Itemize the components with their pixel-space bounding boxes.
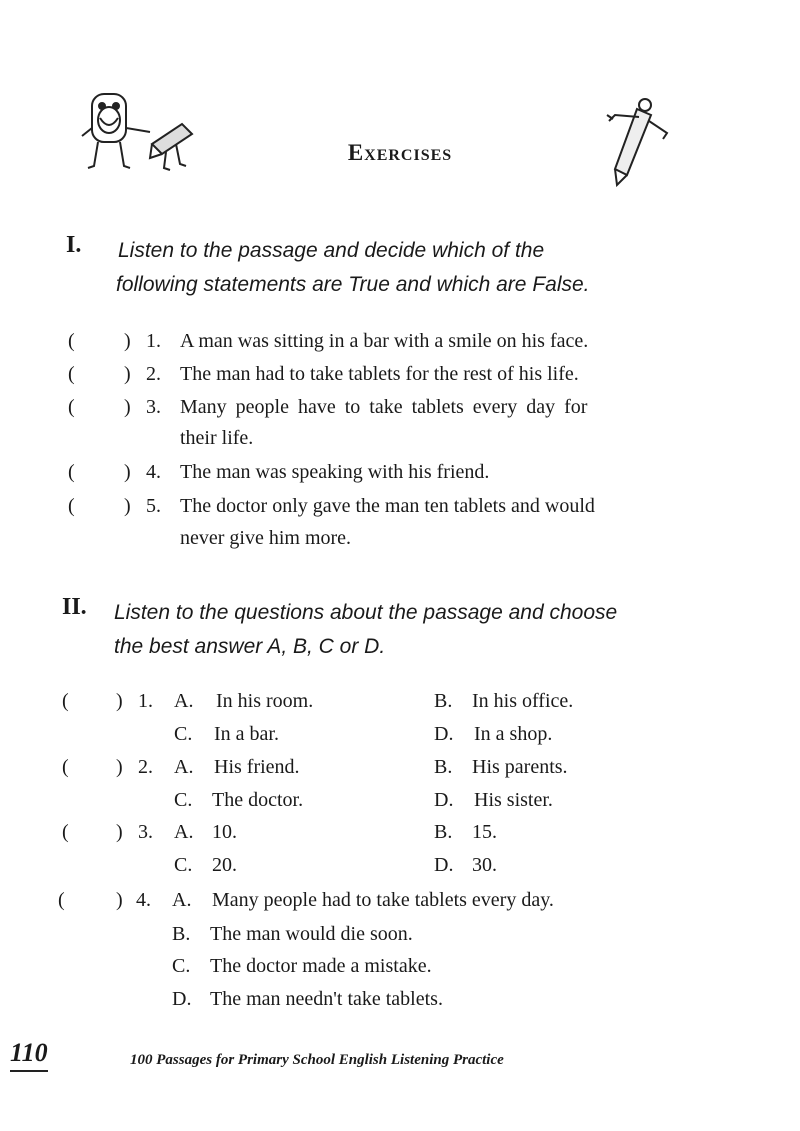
option-d-letter: D. [434,789,454,811]
option-d-text: The man needn't take tablets. [210,988,443,1010]
option-a-text: Many people had to take tablets every day. [212,889,554,911]
option-b-text: In his office. [472,690,574,712]
page-number: 110 [10,1038,48,1072]
option-c-text: In a bar. [214,723,279,745]
book-title-footer: 100 Passages for Primary School English Listening Practice [130,1052,504,1068]
section-1-instruction-line-1: Listen to the passage and decide which of the [118,239,545,262]
item-number: 2. [146,363,161,385]
option-a-text: His friend. [214,756,300,778]
option-a-letter: A. [174,690,194,712]
option-a-text: 10. [212,821,237,843]
question-number: 4. [136,889,151,911]
answer-blank-close: ) [124,396,131,418]
question-number: 2. [138,756,153,778]
option-c-text: The doctor made a mistake. [210,955,432,977]
section-2-instruction-line-1: Listen to the questions about the passage and choose [114,601,618,624]
option-d-letter: D. [172,988,192,1010]
answer-blank-open[interactable]: ( [62,690,69,712]
option-b-text: The man would die soon. [210,923,413,945]
statement-text-continued: their life. [180,427,254,449]
statement-text: Many people have to take tablets every day for [180,396,588,418]
option-b-letter: B. [434,756,453,778]
option-b-text: 15. [472,821,497,843]
item-number: 1. [146,330,161,352]
statement-text-continued: never give him more. [180,527,352,549]
answer-blank-open[interactable]: ( [68,495,75,517]
answer-blank-close: ) [124,363,131,385]
answer-blank-close: ) [116,889,123,911]
page-title: Exercises [347,140,453,165]
section-1-number: I. [66,232,82,258]
item-number: 4. [146,461,161,483]
section-2-instruction-line-2: the best answer A, B, C or D. [114,635,386,658]
answer-blank-close: ) [116,821,123,843]
option-a-text: In his room. [216,690,314,712]
question-number: 1. [138,690,153,712]
answer-blank-open[interactable]: ( [68,396,75,418]
item-number: 3. [146,396,161,418]
option-d-text: In a shop. [474,723,553,745]
statement-text: The doctor only gave the man ten tablets and would [180,495,595,517]
option-c-text: The doctor. [212,789,304,811]
item-number: 5. [146,495,161,517]
answer-blank-open[interactable]: ( [68,363,75,385]
option-c-letter: C. [174,789,193,811]
option-a-letter: A. [172,889,192,911]
option-c-text: 20. [212,854,237,876]
option-b-letter: B. [434,690,453,712]
answer-blank-open[interactable]: ( [58,889,65,911]
section-2-number: II. [62,594,87,620]
answer-blank-open[interactable]: ( [62,756,69,778]
option-d-letter: D. [434,723,454,745]
statement-text: The man had to take tablets for the rest of his life. [180,363,579,385]
answer-blank-open[interactable]: ( [68,330,75,352]
option-b-letter: B. [172,923,191,945]
answer-blank-open[interactable]: ( [62,821,69,843]
answer-blank-close: ) [116,756,123,778]
option-c-letter: C. [174,854,193,876]
question-number: 3. [138,821,153,843]
answer-blank-close: ) [116,690,123,712]
option-d-text: 30. [472,854,497,876]
statement-text: The man was speaking with his friend. [180,461,490,483]
answer-blank-close: ) [124,330,131,352]
answer-blank-close: ) [124,461,131,483]
option-b-letter: B. [434,821,453,843]
section-1-instruction-line-2: following statements are True and which are False. [116,273,590,296]
answer-blank-close: ) [124,495,131,517]
option-d-letter: D. [434,854,454,876]
answer-blank-open[interactable]: ( [68,461,75,483]
option-a-letter: A. [174,821,194,843]
option-c-letter: C. [174,723,193,745]
option-b-text: His parents. [472,756,568,778]
cartoon-figure-illustration [80,88,210,183]
option-c-letter: C. [172,955,191,977]
statement-text: A man was sitting in a bar with a smile on his face. [180,330,589,352]
option-d-text: His sister. [474,789,553,811]
option-a-letter: A. [174,756,194,778]
